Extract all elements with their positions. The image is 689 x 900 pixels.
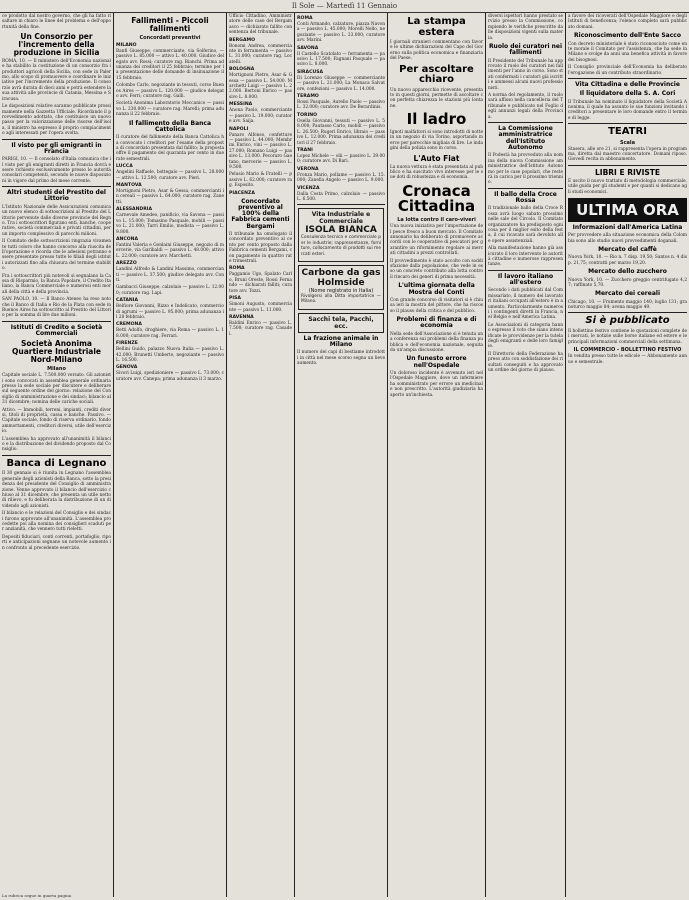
- headline-lavoro-estero: Il lavoro italiano all'estero: [497, 272, 554, 287]
- headline-ruolo-curatori: Ruolo dei curatori nei fallimenti: [488, 43, 563, 57]
- headline-banca-rurale: Il fallimento della Banca Cattolica: [129, 119, 211, 133]
- city-label: GENOVA: [116, 365, 138, 371]
- advertisement-sacchi-tela: Sacchi tela, Pacchi, ecc.: [298, 313, 384, 333]
- city-label: LUCCA: [116, 164, 133, 170]
- city-label: BERGAMO: [229, 37, 255, 43]
- column-3: Ufficio Cittadino, Amministratore delle case del Bergamasco — dichiarato fallito con sentenza del tribunale. BERGAMO Bonomi Andrea, commerciante in ferramenta — passivo L. 31.000; curatore rag. Locatelli. BOLOGNA Mortignoni Pietro, Asar & Gessa — passivo L. 54.000. Marchetti Luigi — passivo L. 22.000. Bertoni Enrico — passivo L. 8.000. MESSINA Anona Paolo, commerciante — passivo L. 19.000; curatore avv. Saija. NAPOLI Panaro Alfonso, confetture — passivo L. 44.000; Membrini Enrico, vini — passivo L. 27.000; Romano Luigi — passivo L. 13.000. Pecoraro Gaetano, mercerie — passivo L. 9.500. Pelusio Mario & Fratelli — passivo L. 62.000; curatore rag. Esposito. PIACENZA Concordato preventivo al 100% della Fabbrica cementi Bergami Il tribunale ha omologato il concordato preventivo al cento per cento proposto dalla Fabbrica cementi Bergami, con pagamento in quattro rate trimestrali. ROMA Paggamio Ugo, Spalato Carlo, Bruni Oreste, Rossi Fernando — dichiarati falliti; curatore avv. Tozzi. PISA Simoni Augusto, commerciante — passivo L. 11.000. RAVENNA Baldini Enrico — passivo L. 7.500; curatore rag. Casadei.: [227, 13, 295, 897]
- city-label: SIRACUSA: [297, 69, 324, 75]
- city-label: PIACENZA: [229, 190, 255, 196]
- headline-america-latina: Informazioni dall'America Latina: [572, 223, 683, 231]
- city-label: TERAMO: [297, 94, 319, 100]
- column-4: ROMA Conti Armando, calzature, piazza Navona — passivo L. 45.000; Morelli Nello, negoziante — passivo L. 23.000; curatore avv. Marini. SAVONA Il Castello Scatolato — ferramenta — passivo L. 17.500; Fagnani Pasquale — passivo L. 8.000. SIRACUSA Di Lorenzo Giuseppe — commerciante — passivo L. 21.000; La Monaca Salvatore, confezioni — passivo L. 14.000. TERAMO Rossi Pasquale, Aurelio Paolo — passivo L. 32.000; curatore avv. De Berardinis. TORINO Osella Giovanni, tessuti — passivo L. 58.000; Pautasso Carlo, mobili — passivo L. 26.500; Rugeri Enrico, libraio — passivo L. 12.000. Prima adunanza dei creditori il 27 febbraio. TRANI Lopez Michele — olii — passivo L. 39.000; curatore avv. Di Bari. VERONA Fronza Mario, pollame — passivo L. 15.000; Zanella Angelo — passivo L. 9.000. VICENZA Dalla Costa Primo, calzolaio — passivo L. 6.500. Vita Industriale e Commerciale ISOLA BIANCA Consulenza tecnica e commerciale per le industrie; rappresentanze, forniture, collocamento di prodotti sui mercati esteri. Carbone da gas Holmside (Nome registrato in Italia) Rivolgersi alla Ditta importatrice — Milano. Sacchi tela, Pacchi, ecc. La frazione animale in Milano Il numero dei capi di bestiame introdotti in città nel mese scorso segna un lieve aumento.: [295, 13, 388, 897]
- headline-quartiere-industriale: Società Anonima Quartiere Industriale Nord-Milano: [12, 339, 101, 365]
- city-label: TORINO: [297, 112, 318, 118]
- subhead-concordati: Concordati preventivi: [139, 34, 201, 41]
- headline-frazione-animale: La frazione animale in Milano: [303, 334, 379, 349]
- headline-cronaca-cittadina: Cronaca Cittadina: [397, 181, 476, 216]
- city-label: FIRENZE: [116, 341, 138, 347]
- ultima-ora-banner: ULTIMA ORA: [568, 198, 687, 222]
- city-label: CREMONA: [116, 322, 142, 328]
- city-label: AREZZO: [116, 261, 137, 267]
- headline-mercato-caffe: Mercato del caffè: [598, 246, 657, 254]
- headline-fallimenti: Fallimenti - Piccoli fallimenti: [131, 16, 209, 33]
- headline-libri-riviste: LIBRI E RIVISTE: [595, 167, 660, 177]
- headline-banca-legnano: Banca di Legnano: [6, 457, 107, 469]
- headline-liquidatore-cori: Il liquidatore della S. A. Cori: [579, 90, 676, 98]
- column-5: La stampa estera I giornali stranieri commentano con favore le ultime dichiarazioni del Capo del Governo sulla politica economica e finanziaria del Paese. Per ascoltare chiaro Un nuovo apparecchio ricevente, presentato in questi giorni, permette di ascoltare con perfetta chiarezza le stazioni più lontane. Il ladro Ignoti malfattori si sono introdotti di notte in un negozio di via Torino, asportando merce per parecchie migliaia di lire. Le indagini della polizia sono in corso. L'Auto Fiat La nuova vettura è stata presentata al pubblico e ha suscitato vivo interesse per le sue doti di robustezza e di economia. Cronaca Cittadina La lotta contro il caro-viveri Una nuova iniziativa per l'importazione del pesce fresco a buon mercato. Il Comitato annonario ha deliberato di promuovere accordi con le cooperative di pescatori per garantire un rifornimento regolare ai mercati cittadini a prezzi controllati. Il provvedimento è stato accolto con soddisfazione dalla popolazione, che vede in esso un concreto contributo alla lotta contro il rincaro dei generi di prima necessità. L'ultima giornata della Mostra del Conti Con grande concorso di visitatori si è chiusa ieri la mostra del pittore, che ha riscosso il plauso della critica e del pubblico. Problemi di finanza e di economia Nella sede dell'Associazione si è tenuta una conferenza sui problemi della finanza pubblica e dell'economia nazionale, seguita da un'ampia discussione. Un funesto errore nell'Ospedale Un doloroso incidente è avvenuto ieri nell'Ospedale Maggiore, dove un infermiere ha somministrato per errore un medicinale non prescritto. L'autorità giudiziaria ha aperto un'inchiesta.: [388, 13, 486, 897]
- advertisement-isola-bianca: Vita Industriale e Commerciale ISOLA BIANCA Consulenza tecnica e commerciale per le industrie; rappresentanze, forniture, collocamento di prodotti sui mercati esteri.: [298, 208, 384, 262]
- headline-mostra-conti: L'ultima giornata della Mostra del Conti: [398, 282, 475, 296]
- footer-note: La rubrica segue in quarta pagina: [2, 893, 72, 898]
- column-1: ce prodotto dal nostro governo, che gli ha fatto risaltare in chiaro le linee del problema e dell'opportunità della fine. Un Consorzio per l'incremento della produzione in Sicilia ROMA, 10. — Il ministero dell'Economia nazionale ha stabilito la costituzione di un consorzio fra i produttori agricoli della Sicilia, con sede in Palermo, allo scopo di promuovere e coordinare le iniziative per l'incremento della produzione. Il consorzio avrà durata di dieci anni e potrà estendere la sua attività alle provincie di Catania, Messina e Siracusa. Le disposizioni relative saranno pubblicate prossimamente nella Gazzetta Ufficiale. Ricordando il provvedimento adottato, che costituisce un nuovo passo per la valorizzazione delle risorse dell'isola, il ministro ha espresso il proprio compiacimento agli interessati per l'opera svolta. Il visto per gli emigranti in Francia PARIGI, 10. — Il consolato d'Italia comunica che il visto per gli emigranti diretti in Francia dovrà essere richiesto esclusivamente presso le autorità consolari competenti, secondo le nuove disposizioni in vigore dal primo del mese corrente. Altri studenti del Prestito del Littorio L'Istituto Nazionale delle Assicurazioni comunica un nuovo elenco di sottoscrizioni al Prestito del Littorio pervenute dalle diverse provincie del Regno. Tra i sottoscrittori figurano enti, banche, cooperative, società commerciali e privati cittadini, per un importo complessivo di parecchi milioni. Il Comitato delle sottoscrizioni ringrazia vivamente tutti coloro che hanno concorso alla riuscita dell'operazione e ricorda che le adesioni potranno essere presentate presso tutte le filiali degli istituti autorizzati fino alla chiusura del termine stabilito. Fra i sottoscrittori più notevoli si segnalano la Cassa di Risparmio, la Banca Popolare, il Credito Italiano, la Banca Commerciale e numerosi enti morali della città e della provincia. SAN PAOLO, 10. — Il Banco Ateneo ha reso noto che il Banco di Italia e Rio de la Plata con sede in Buenos Aires ha sottoscritto al Prestito del Littorio per la somma di lire due milioni. Istituti di Credito e Società Commerciali Società Anonima Quartiere Industriale Nord-Milano Milano Capitale sociale L. 7.500.000 versato. Gli azionisti sono convocati in assemblea generale ordinaria presso la sede sociale per discutere e deliberare sul seguente ordine del giorno: relazione del Consiglio di amministrazione e dei sindaci; bilancio al 31 dicembre; nomina delle cariche sociali. Attivo. — Immobili, terreni, impianti, crediti diversi, titoli di proprietà, cassa e banche. Passivo. — Capitale sociale, fondo di riserva ordinario, fondo ammortamenti, creditori diversi, utile dell'esercizio. L'assemblea ha approvato all'unanimità il bilancio e la distribuzione del dividendo proposto dal Consiglio. Banca di Legnano Il 30 gennaio si è riunita in Legnano l'assemblea generale degli azionisti della Banca, sotto la presidenza del presidente del Consiglio di amministrazione. Venne approvato il bilancio dell'esercizio chiuso al 31 dicembre, che presenta un utile netto di rilievo, e fu deliberata la distribuzione di un dividendo agli azionisti. Il bilancio e le relazioni del Consiglio e dei sindaci furono approvate all'unanimità. L'assemblea procedette poi alla nomina dei consiglieri scaduti per anzianità, che vennero tutti rieletti. Depositi fiduciari, conti correnti, portafoglio, riporti e anticipazioni segnano un notevole aumento in confronto al precedente esercizio.: [0, 13, 114, 897]
- city-label: NAPOLI: [229, 126, 249, 132]
- headline-auto-fiat: L'Auto Fiat: [413, 153, 460, 163]
- city-label: RAVENNA: [229, 314, 254, 320]
- city-label: CATANIA: [116, 298, 139, 304]
- city-label: TRANI: [297, 147, 313, 153]
- headline-istituti-credito: Istituti di Credito e Società Commerciali: [10, 323, 103, 338]
- city-label: VICENZA: [297, 185, 320, 191]
- subhead-caro-viveri: La lotta contro il caro-viveri: [397, 217, 476, 224]
- city-label: ALESSANDRIA: [116, 207, 153, 213]
- column-7: a favore dei ricoverati dell'Ospedale Maggiore e degli Istituti di beneficenza; l'elenco completo sarà pubblicato domani. Riconoscimento dell'Ente Sacco Con decreto ministeriale è stato riconosciuto come ente morale il Comitato per l'assistenza, che ha sede in Milano e svolge da anni una benefica attività in favore dei bisognosi. Il Consiglio provinciale dell'Economia ha deliberato l'erogazione di un contributo straordinario. Vita Cittadina e delle Provincie Il liquidatore della S. A. Cori Il Tribunale ha nominato il liquidatore della Società Anonima, il quale ha assunto le sue funzioni invitando i creditori a presentare le loro domande entro il termine di legge. TEATRI Scala Stasera, alle ore 21, si rappresenta l'opera in programma, diretta dal maestro concertatore. Domani riposo. Giovedì recita in abbonamento. LIBRI E RIVISTE È uscito il nuovo trattato di metodologia commerciale, utile guida per gli studenti e per quanti si dedicano agli studi economici. ULTIMA ORA Informazioni dall'America Latina Per provvedere alla situazione economica della Colombia sono allo studio nuovi provvedimenti doganali. Mercato del caffè Nuova York, 10. — Rio n. 7 disp. 19,50; Santos n. 4 disp. 21,75; contratti per marzo 19,20. Mercato dello zucchero Nuova York, 10. — Zucchero greggio centrifugato 4,27; raffinato 5,70. Mercato dei cereali Chicago, 10. — Frumento maggio 140; luglio 131; granoturco maggio 84; avena maggio 49. Si è pubblicato Il bollettino festivo contiene le quotazioni complete dei mercati, le notizie sulle borse italiane ed estere e le principali informazioni commerciali della settimana. IL COMMERCIO - BOLLETTINO FESTIVO In vendita presso tutte le edicole — Abbonamento annuo e semestrale.: [568, 14, 687, 365]
- headline-visto-emigranti: Il visto per gli emigranti in Francia: [11, 141, 102, 155]
- headline-teatri: TEATRI: [608, 126, 647, 138]
- city-label: MILANO: [116, 42, 137, 48]
- headline-commissione-amministratrice: La Commissione amministratrice dell'Istituto Autonomo: [498, 125, 553, 151]
- headline-errore-ospedale: Un funesto errore nell'Ospedale: [406, 355, 467, 369]
- city-label: SAVONA: [297, 45, 319, 51]
- column-6: diversi ispettori hanno prestato servizio presso la Commissione, compiendo le verifiche prescritte dalle disposizioni vigenti sulla materia. Ruolo dei curatori nei fallimenti Il Presidente del Tribunale ha approvato il ruolo dei curatori nei fallimenti per l'anno in corso. Sono stati confermati i curatori già iscritti e ammessi alcuni nuovi professionisti. A norma del regolamento, il ruolo sarà affisso nella cancelleria del Tribunale e pubblicato nel Foglio degli annunzi legali della Provincia. La Commissione amministratrice dell'Istituto Autonomo Il Podestà ha provveduto alla nomina della nuova Commissione amministratrice dell'Istituto Autonomo per le case popolari, che resterà in carica per il prossimo triennio. Il ballo della Croce Rossa Il tradizionale ballo della Croce Rossa avrà luogo sabato prossimo nelle sale del Circolo. Il Comitato organizzatore ha predisposto ogni cosa per il miglior esito della festa, il cui ricavato sarà devoluto alle opere assistenziali. Alla manifestazione hanno già assicurato il loro intervento le autorità cittadine e numerose rappresentanze. Il lavoro italiano all'estero Secondo i dati pubblicati dal Commissariato, il numero dei lavoratori italiani occupati all'estero è in aumento. Particolarmente numerosi i contingenti diretti in Francia, nel Belgio e nell'America Latina. Le Associazioni di categoria hanno espresso il voto che siano intensificate le provvidenze per la tutela degli emigranti e delle loro famiglie. Il Direttorio della Federazione ha preso atto con soddisfazione dei risultati conseguiti e ha approvato un ordine del giorno di plauso.: [486, 13, 566, 897]
- subhead-scala: Scala: [619, 139, 636, 146]
- headline-ballo-croce-rossa: Il ballo della Croce Rossa: [494, 190, 557, 205]
- page-runner: Il Sole — Martedì 11 Gennaio: [0, 0, 689, 13]
- headline-si-e-pubblicato: Si è pubblicato: [585, 315, 670, 327]
- headline-mercato-zucchero: Mercato dello zucchero: [588, 268, 667, 276]
- advertisement-carbone-holmside: Carbone da gas Holmside (Nome registrato in Italia) Rivolgersi alla Ditta importatrice — Milano.: [298, 265, 384, 310]
- city-label: MESSINA: [229, 102, 253, 108]
- headline-problemi-finanza: Problemi di finanza e di economia: [396, 316, 477, 330]
- headline-ente-sacco: Riconoscimento dell'Ente Sacco: [574, 32, 681, 40]
- headline-consorzio-sicilia: Un Consorzio per l'incremento della produzione in Sicilia: [13, 32, 100, 57]
- subhead-milano: Milano: [47, 366, 66, 373]
- headline-ascoltare-chiaro: Per ascoltare chiaro: [399, 63, 474, 86]
- headline-il-ladro: Il ladro: [406, 110, 467, 129]
- city-label: VERONA: [297, 166, 319, 172]
- city-label: MANTOVA: [116, 183, 142, 189]
- headline-cementi-bergami: Concordato preventivo al 100% della Fabbrica cementi Bergami: [231, 197, 290, 230]
- column-2: Fallimenti - Piccoli fallimenti Concordati preventivi MILANO Banfi Giuseppe, commerciante, via Solferino, — passivo L. 85.000 — attivo L. 40.000. Giudice delegato avv. Rossi; curatore rag. Bianchi. Prima adunanza dei creditori il 25 febbraio; termine per la presentazione delle domande di insinuazione il 15 febbraio. Colombo Carlo, negoziante in tessuti, corso Buenos Aires — passivo L. 120.000 — giudice delegato avv. Ferri; curatore rag. Galli. Società Anonima Laboratorio Meccanico — passivo L. 230.000 — curatore rag. Marelli; prima adunanza il 22 febbraio. Il fallimento della Banca Cattolica Il curatore del fallimento della Banca Cattolica ha convocato i creditori per l'esame della proposta di concordato presentata dal fallito; la proposta offre il pagamento del quaranta per cento in due rate semestrali. LUCCA Angelini Raffaele, bottegaio — passivo L. 28.000 — attivo L. 12.500; curatore avv. Pieri. MANTOVA Mortignoni Pietro, Asar & Gessa, commercianti in cereali — passivo L. 64.000; curatore rag. Zanetti. ALESSANDRIA Carnevale Amedeo, panificio, via Savona — passivo L. 15.000; Tomasino Pasquale, mobili — passivo L. 21.000; Tarri Emilio, modista — passivo L. 9.800. ANCONA Fantini Valeria e Gonlaini Giuseppe, negozio di mercerie, via Garibaldi — passivo L. 48.000; attivo L. 22.000; curatore avv. Marchetti. AREZZO Landini Alfredo & Landini Massimo, commercianti — passivo L. 37.500; giudice delegato avv. Conti. Gambacci Giuseppe, calzolaio — passivo L. 12.000; curatore rag. Lapi. CATANIA Belfiore Giovanni, Rizzo e Indelicato, commercio di agrumi — passivo L. 95.000; prima adunanza il 28 febbraio. CREMONA Betti Adolfo, droghiere, via Roma — passivo L. 18.000; curatore rag. Ferrari. FIRENZE Bellini Guido, palazzo Nuova Italia — passivo L. 42.000; Brunetti Umberto, negoziante — passivo L. 16.500. GENOVA Sivori Luigi, spedizioniere — passivo L. 73.000; curatore avv. Canepa; prima adunanza il 3 marzo.: [114, 13, 227, 897]
- headline-stampa-estera: La stampa estera: [407, 16, 466, 38]
- city-label: ANCONA: [116, 236, 139, 242]
- city-label: BOLOGNA: [229, 67, 255, 73]
- headline-mercato-cereali: Mercato dei cereali: [594, 290, 660, 298]
- headline-vita-cittadina: Vita Cittadina e delle Provincie: [575, 80, 680, 88]
- headline-prestito-littorio: Altri studenti del Prestito del Littorio: [7, 189, 106, 203]
- subhead-commercio: IL COMMERCIO - BOLLETTINO FESTIVO: [573, 347, 682, 354]
- city-label: PISA: [229, 296, 241, 302]
- city-label: ROMA: [297, 16, 313, 21]
- city-label: ROMA: [229, 266, 245, 272]
